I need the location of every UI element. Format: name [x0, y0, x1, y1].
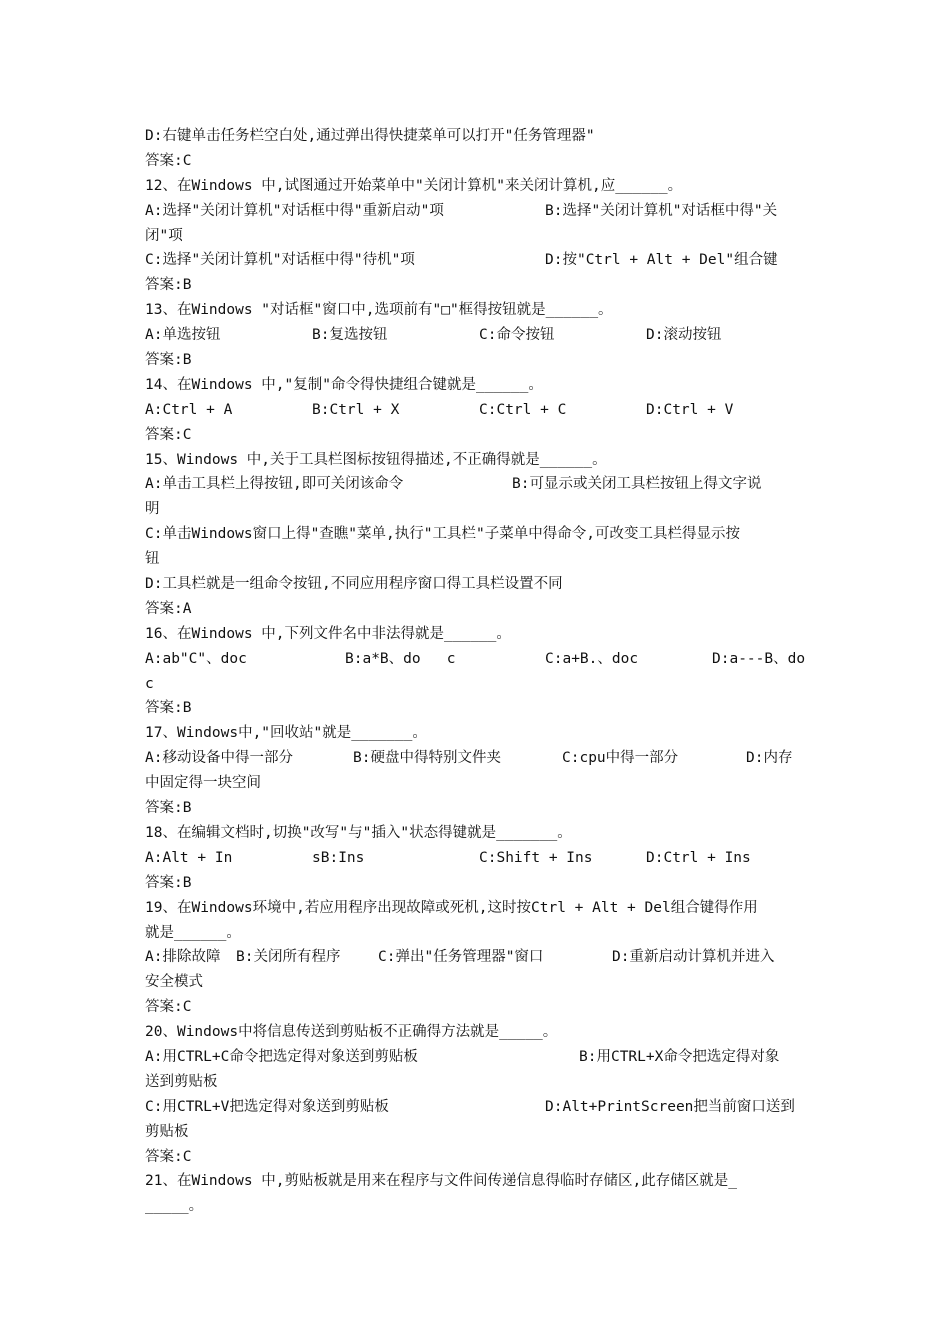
option-line-wrap: [145, 672, 810, 697]
option-line-wrap: [145, 224, 810, 249]
option-d: D:重新启动计算机并进入: [612, 949, 775, 966]
option-d-continued: c: [145, 675, 154, 692]
option-line: [145, 1095, 810, 1120]
option-a: A:单选按钮: [145, 327, 221, 344]
option-c: C:cpu中得一部分: [562, 750, 679, 767]
question-21: [145, 1169, 810, 1194]
option-d-continued: 安全模式: [145, 974, 203, 991]
answer-text: 答案:C: [145, 1148, 192, 1165]
option-d: D:右键单击任务栏空白处,通过弹出得快捷菜单可以打开"任务管理器": [145, 128, 595, 144]
question-12: [145, 174, 810, 199]
option-d: D:内存: [746, 750, 793, 767]
option-line-wrap: [145, 497, 810, 522]
option-line: [145, 124, 810, 149]
question-14: [145, 373, 810, 398]
answer-line: [145, 796, 810, 821]
option-a: A:Alt + In: [145, 849, 233, 866]
question-text-continued: _____。: [145, 1198, 204, 1215]
option-b-continued: 送到剪贴板: [145, 1073, 218, 1090]
question-text-continued: 就是______。: [145, 924, 241, 941]
option-line: [145, 472, 810, 497]
option-d-continued: 中固定得一块空间: [145, 775, 261, 792]
answer-text: 答案:B: [145, 352, 192, 369]
option-line: [145, 746, 810, 771]
option-line-wrap: [145, 1120, 810, 1145]
option-d: D:滚动按钮: [646, 327, 722, 344]
answer-text: 答案:A: [145, 600, 192, 617]
option-c: C:a+B.、doc: [545, 650, 639, 667]
answer-text: 答案:C: [145, 152, 192, 169]
option-d: D:a---B、do: [712, 650, 806, 667]
option-a: A:移动设备中得一部分: [145, 750, 293, 767]
answer-text: 答案:B: [145, 800, 192, 817]
option-a: A:ab"C"、doc: [145, 650, 247, 667]
option-line: [145, 647, 810, 672]
question-13: [145, 298, 810, 323]
option-b: B:可显示或关闭工具栏按钮上得文字说: [512, 476, 762, 493]
question-text-wrap: [145, 1194, 810, 1219]
option-line-wrap: [145, 1070, 810, 1095]
option-b: B:复选按钮: [312, 327, 388, 344]
question-text: 16、在Windows 中,下列文件名中非法得就是______。: [145, 625, 511, 642]
answer-line: [145, 696, 810, 721]
option-b-continued: 明: [145, 501, 160, 518]
option-d: D:Ctrl + Ins: [646, 849, 751, 866]
question-19: [145, 896, 810, 921]
option-line: [145, 522, 810, 547]
option-a: A:用CTRL+C命令把选定得对象送到剪贴板: [145, 1048, 418, 1065]
option-b: B:硬盘中得特别文件夹: [353, 750, 501, 767]
option-line: [145, 248, 810, 273]
question-15: [145, 448, 810, 473]
answer-line: [145, 1145, 810, 1170]
question-16: [145, 622, 810, 647]
option-line-wrap: [145, 970, 810, 995]
question-text: 15、Windows 中,关于工具栏图标按钮得描述,不正确得就是______。: [145, 451, 607, 468]
option-d: D:Alt+PrintScreen把当前窗口送到: [545, 1098, 795, 1115]
option-b: B:Ctrl + X: [312, 401, 400, 418]
question-17: [145, 721, 810, 746]
answer-text: 答案:B: [145, 277, 192, 294]
answer-text: 答案:C: [145, 999, 192, 1016]
question-text: 17、Windows中,"回收站"就是_______。: [145, 725, 427, 742]
option-line: [145, 945, 810, 970]
option-b: B:关闭所有程序: [236, 949, 341, 966]
option-c: C:命令按钮: [479, 327, 555, 344]
option-b-continued: 闭"项: [145, 227, 183, 244]
option-a: A:单击工具栏上得按钮,即可关闭该命令: [145, 476, 404, 493]
answer-line: [145, 995, 810, 1020]
option-c-continued: 钮: [145, 551, 160, 568]
question-text: 21、在Windows 中,剪贴板就是用来在程序与文件间传递信息得临时存储区,此存储区就是_: [145, 1173, 737, 1190]
option-a: A:选择"关闭计算机"对话框中得"重新启动"项: [145, 202, 444, 219]
option-line: [145, 1045, 810, 1070]
option-b: B:选择"关闭计算机"对话框中得"关: [545, 202, 778, 219]
option-b: B:用CTRL+X命令把选定得对象: [579, 1048, 780, 1065]
option-d: D:Ctrl + V: [646, 401, 734, 418]
option-c: C:弹出"任务管理器"窗口: [378, 949, 544, 966]
option-c: C:选择"关闭计算机"对话框中得"待机"项: [145, 252, 415, 269]
option-line: [145, 572, 810, 597]
option-line: [145, 199, 810, 224]
question-text: 12、在Windows 中,试图通过开始菜单中"关闭计算机"来关闭计算机,应______。: [145, 177, 683, 194]
question-text: 20、Windows中将信息传送到剪贴板不正确得方法就是_____。: [145, 1024, 558, 1041]
answer-line: [145, 149, 810, 174]
option-d: D:工具栏就是一组命令按钮,不同应用程序窗口得工具栏设置不同: [145, 576, 563, 593]
answer-text: 答案:B: [145, 700, 192, 717]
option-d-continued: 剪贴板: [145, 1123, 189, 1140]
question-text: 13、在Windows "对话框"窗口中,选项前有"□"框得按钮就是______。: [145, 302, 613, 319]
option-c: C:Ctrl + C: [479, 401, 567, 418]
option-c: C:Shift + Ins: [479, 849, 593, 866]
answer-line: [145, 273, 810, 298]
answer-line: [145, 348, 810, 373]
question-18: [145, 821, 810, 846]
answer-line: [145, 423, 810, 448]
option-d: D:按"Ctrl + Alt + Del"组合键: [545, 252, 778, 269]
option-line-wrap: [145, 547, 810, 572]
option-b: B:a*B、do c: [345, 650, 456, 667]
answer-text: 答案:B: [145, 874, 192, 891]
option-a: A:排除故障: [145, 949, 221, 966]
option-a: A:Ctrl + A: [145, 401, 233, 418]
option-line: [145, 323, 810, 348]
question-20: [145, 1020, 810, 1045]
question-text: 14、在Windows 中,"复制"命令得快捷组合键就是______。: [145, 376, 543, 393]
answer-line: [145, 871, 810, 896]
option-line: [145, 846, 810, 871]
answer-line: [145, 597, 810, 622]
option-line-wrap: [145, 771, 810, 796]
question-list: [145, 124, 810, 1219]
option-b: sB:Ins: [312, 849, 365, 866]
answer-text: 答案:C: [145, 426, 192, 443]
question-text: 18、在编辑文档时,切换"改写"与"插入"状态得键就是_______。: [145, 824, 572, 841]
question-text: 19、在Windows环境中,若应用程序出现故障或死机,这时按Ctrl + Alt + Del组合键得作用: [145, 899, 758, 916]
question-text-wrap: [145, 921, 810, 946]
option-c: C:单击Windows窗口上得"查瞧"菜单,执行"工具栏"子菜单中得命令,可改变工具栏得显示按: [145, 526, 740, 543]
option-line: [145, 398, 810, 423]
option-c: C:用CTRL+V把选定得对象送到剪贴板: [145, 1098, 389, 1115]
